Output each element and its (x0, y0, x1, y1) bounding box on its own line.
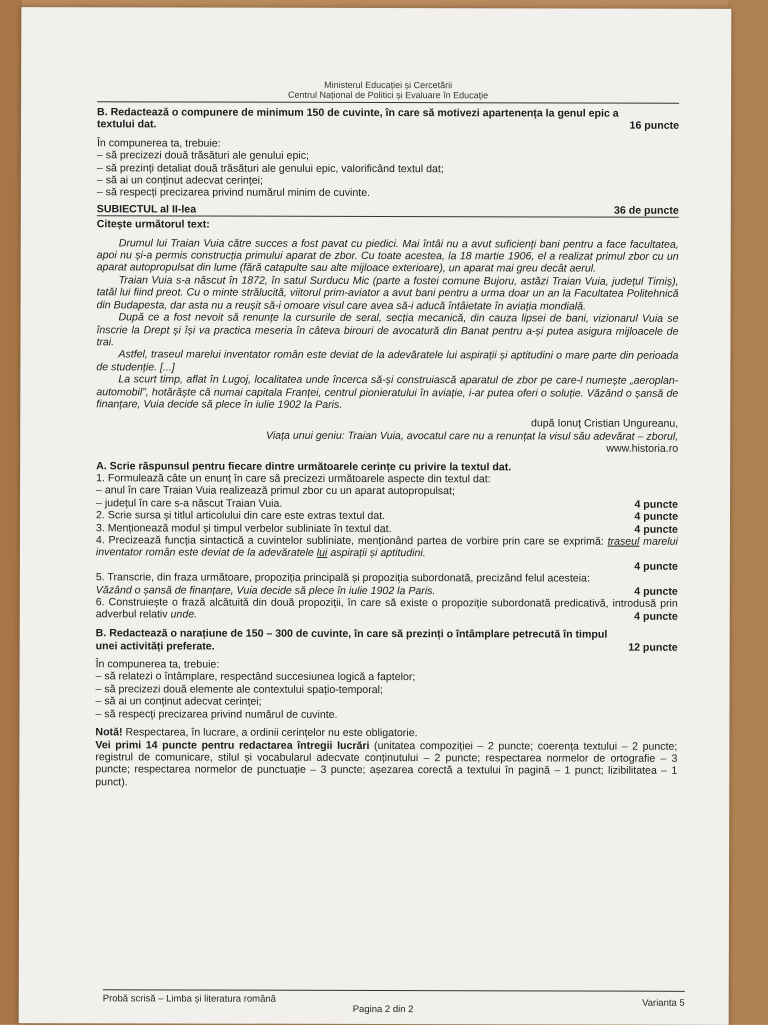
passage-paragraph: La scurt timp, aflat în Lugoj, localitatea unde încerca să-și construiască aparatul de zbor pe care-l numește „aeroplan-automobil”, hotărăște că numai capitala Franței, centrul pionieratului în aviație, i-ar putea oferi o soluție. Văzând o șansă de finanțare, Vuia decide să plece în iulie 1902 la Paris. (96, 373, 679, 411)
part-b2-intro: În compunerea ta, trebuie: (95, 658, 220, 671)
part-b2-points: 12 puncte (628, 641, 678, 654)
passage-source (96, 417, 678, 456)
footer-exam-name: Probă scrisă – Limba și literatura română (102, 993, 276, 1005)
part-b1-item: – să prezinți detaliat două trăsături ale genului epic, valorificând textul dat; (96, 161, 444, 175)
source-url: www.historia.ro (606, 442, 679, 455)
reading-passage (96, 237, 678, 412)
question-6-adverb: unde. (170, 608, 198, 621)
read-instruction: Citește următorul text: (96, 218, 210, 231)
question-1-item: – anul în care Traian Vuia realizează primul zbor cu un aparat autopropulsat; (96, 484, 455, 498)
footer-variant: Varianta 5 (642, 997, 685, 1009)
passage-paragraph: Traian Vuia s-a născut în 1872, în satul Surducu Mic (parte a fostei comune Bujoru, astăzi Traian Vuia, județul Timiș), tatăl lui fiind preot. Cu o minte strălucită, viitorul prim-aviator a avut bani pentru a urma doar un an la Facultatea Politehnică din Budapesta, dar asta nu a reușit să-i omoare visul care avea să-i aducă întâietate în aviația mondială. (96, 274, 679, 313)
part-b1-item: – să precizezi două trăsături ale genului epic; (96, 149, 309, 163)
question-2-points: 4 puncte (634, 510, 679, 523)
question-4-quote-end: aspirații și aptitudini. (330, 547, 426, 560)
underlined-word-lui: lui (316, 547, 328, 560)
question-3: 3. Menționează modul și timpul verbelor subliniate în textul dat. (95, 521, 392, 535)
grading-note (95, 739, 677, 790)
passage-paragraph: Astfel, traseul marelui inventator român este deviat de la adevăratele lui aspirații și aptitudini o mare parte din perioada de studenție. [...] (96, 348, 679, 374)
part-b1-title: B. Redactează o compunere de minimum 150 de cuvinte, în care să motivezi apartenența la genul epic a textului dat. (97, 106, 619, 131)
grading-note-bold: Vei primi 14 puncte pentru redactarea întregii lucrări (95, 738, 370, 752)
underlined-word-traseul: traseul (607, 535, 640, 548)
part-b2-item: – să relatezi o întâmplare, respectând succesiunea logică a faptelor; (95, 670, 416, 684)
subject-2-title: SUBIECTUL al II-lea (96, 203, 197, 216)
header-rule (97, 101, 679, 104)
part-b1-title-row (97, 106, 679, 132)
ministry-name: Ministerul Educației și Cercetării (324, 79, 453, 91)
question-5-text: 5. Transcrie, din fraza următoare, propoziția principală și propoziția subordonată, precizând felul acesteia: (95, 571, 590, 585)
question-1: 1. Formulează câte un enunț în care să precizezi următoarele aspecte din textul dat: (96, 472, 491, 486)
part-b2-item: – să ai un conținut adecvat cerinței; (95, 695, 262, 708)
question-5-points: 4 puncte (634, 585, 678, 598)
passage-paragraph: După ce a fost nevoit să renunțe la cursurile de seral, secția mecanică, din cauza lipsei de bani, vizionarul Vuia se înscrie la Drept și își va practica meseria în câteva birouri de avocatură din Banat pentru a-și putea asigura mijloacele de trai. (96, 311, 679, 349)
passage-paragraph: Drumul lui Traian Vuia către succes a fost pavat cu piedici. Mai întâi nu a avut suficienți bani pentru a face facultatea, apoi nu și-a permis construcția primului aparat de zbor. Cu toate acestea, la 18 martie 1906, el a realizat primul zbor cu un aparat autopropulsat din lume (fără catapulte sau alte mijloace exterioare), un aparat mai greu decât aerul. (96, 236, 679, 276)
page-content (95, 79, 679, 790)
question-1-item: – județul în care s-a născut Traian Vuia. (96, 497, 283, 510)
part-b2-title-row (96, 628, 678, 654)
subject-2-points: 36 de puncte (614, 204, 679, 217)
part-b1-item: – să ai un conținut adecvat cerinței; (96, 174, 263, 187)
source-title: Viața unui geniu: Traian Vuia, avocatul care nu a renunțat la visul său adevărat – zborul, (265, 429, 679, 443)
subject-2-heading (97, 203, 679, 218)
question-4-points: 4 puncte (634, 560, 678, 573)
question-6-text: 6. Construiește o frază alcătuită din două propoziții, în care să existe o propoziție subordonată predicativă, introdusă prin adverbul relativ (95, 596, 678, 621)
wood-background-right (728, 0, 768, 1024)
question-4-quote: marelui inventator român este deviat de la adevăratele (95, 535, 678, 560)
part-b1-points: 16 puncte (629, 120, 680, 133)
part-a-title: A. Scrie răspunsul pentru fiecare dintre următoarele cerințe cu privire la textul dat. (96, 459, 512, 473)
question-1-points: 4 puncte (634, 498, 679, 511)
page-footer (102, 989, 685, 1016)
source-author: după Ionuț Cristian Ungureanu, (530, 417, 679, 431)
question-2: 2. Scrie sursa și titlul articolului din care este extras textul dat. (95, 509, 386, 523)
part-b1-item: – să respecți precizarea privind numărul minim de cuvinte. (96, 186, 371, 200)
question-3-points: 4 puncte (634, 523, 678, 536)
ministry-header (97, 79, 679, 101)
question-6-points: 4 puncte (634, 610, 678, 623)
note-text: Respectarea, în lucrare, a ordinii cerințelor nu este obligatorie. (125, 726, 418, 740)
part-b2-item: – să respecți precizarea privind numărul de cuvinte. (95, 707, 338, 721)
question-4-text: 4. Precizează funcția sintactică a cuvintelor subliniate, menționând partea de vorbire prin care se exprimă: (95, 534, 604, 548)
grading-note-details: (unitatea compoziției – 2 puncte; coerența textului – 2 puncte; registrul de comunicare, stilul și vocabularul adecvate conținutului – 2 puncte; respectarea normelor de ortografie – 3 puncte; respectarea normelor de punctuație – 3 puncte; așezarea corectă a textului în pagină – 1 punct; lizibilitatea – 1 punct). (95, 739, 678, 789)
question-5-sentence: Văzând o șansă de finanțare, Vuia decide să plece în iulie 1902 la Paris. (95, 583, 436, 597)
part-b1-intro: În compunerea ta, trebuie: (96, 137, 221, 150)
question-4 (96, 534, 678, 560)
footer-page-number: Pagina 2 din 2 (352, 1003, 414, 1016)
center-name: Centrul Național de Politici și Evaluare în Educație (288, 89, 489, 101)
part-b2-item: – să precizezi două elemente ale contextului spațio-temporal; (95, 683, 383, 696)
exam-paper (19, 7, 732, 1025)
note-label: Notă! (95, 726, 123, 739)
part-b2-title: B. Redactează o narațiune de 150 – 300 de cuvinte, în care să prezinți o întâmplare petrecută în timpul unei activități preferate. (95, 627, 608, 653)
